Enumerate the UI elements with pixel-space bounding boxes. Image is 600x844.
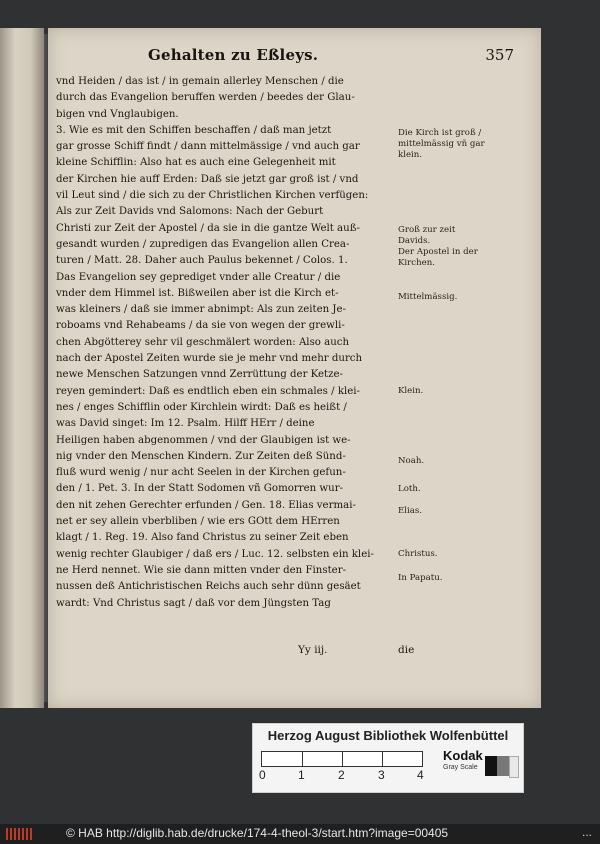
text-line: Heiligen haben abgenommen / vnd der Glaubigen ist we-	[56, 434, 351, 446]
page-header	[148, 46, 528, 72]
text-line: vnd Heiden / das ist / in gemain allerley Menschen / die	[56, 76, 344, 87]
catchword: die	[398, 644, 415, 656]
margin-note: Mittelmässig.	[398, 292, 458, 302]
scale-tick	[382, 752, 383, 766]
scale-bar	[261, 751, 423, 767]
margin-note: Der Apostel in der Kirchen.	[398, 247, 478, 268]
text-line: Als zur Zeit Davids vnd Salomons: Nach der Geburt	[56, 206, 324, 218]
scale-tick	[342, 752, 343, 766]
margin-note: Die Kirch ist groß / mittelmässig vñ gar klein.	[398, 128, 485, 160]
text-line: nussen deß Antichristischen Reichs auch sehr dünn gesäet	[56, 581, 361, 593]
text-line: was David singet: Im 12. Psalm. Hilff HErr / deine	[56, 418, 315, 430]
margin-note: In Papatu.	[398, 573, 443, 583]
text-line: 3. Wie es mit den Schiffen beschaffen / daß man jetzt	[56, 124, 332, 136]
text-line: durch das Evangelion beruffen werden / beedes der Glau-	[56, 92, 355, 104]
scale-number: 0	[259, 768, 266, 782]
text-line: chen Abgötterey sehr vil geschmälert worden: Also auch	[56, 336, 350, 348]
text-line: kleine Schifflin: Also hat es auch eine Gelegenheit mit	[56, 157, 336, 169]
text-line: gesandt wurden / zupredigen das Evangelion allen Crea-	[56, 238, 350, 250]
text-line: turen / Matt. 28. Daher auch Paulus bekennet / Colos. 1.	[56, 255, 348, 267]
text-line: was kleiners / daß sie immer abnimpt: Als zun zeiten Je-	[56, 304, 346, 316]
text-line: net er sey allein vberbliben / wie ers GOtt dem HErren	[56, 516, 340, 528]
text-line: Christi zur Zeit der Apostel / da sie in die gantze Welt auß-	[56, 222, 360, 234]
scale-number: 4	[417, 768, 424, 782]
scale-number: 3	[378, 768, 385, 782]
text-line: bigen vnd Vnglaubigen.	[56, 108, 179, 120]
previous-page-edge	[0, 28, 44, 708]
margin-note: Noah.	[398, 456, 425, 466]
text-line: nig vnder den Menschen Kindern. Zur Zeiten deß Sünd-	[56, 450, 346, 462]
text-line: vnder dem Himmel ist. Bißweilen aber ist die Kirch et-	[56, 287, 339, 299]
margin-note: Loth.	[398, 484, 421, 494]
text-line: der Kirchen hie auff Erden: Daß sie jetzt gar groß ist / vnd	[56, 173, 359, 185]
copyright-url[interactable]: © HAB http://diglib.hab.de/drucke/174-4-theol-3/start.htm?image=00405	[66, 826, 449, 840]
scale-tick	[302, 752, 303, 766]
scale-number: 1	[298, 768, 305, 782]
viewer-footer	[0, 824, 600, 844]
page-number: 357	[485, 46, 514, 64]
running-title: Gehalten zu Eßleys.	[148, 46, 319, 64]
gray-scale-label: Gray Scale	[443, 764, 478, 771]
text-line: wenig rechter Glaubiger / daß ers / Luc. 12. selbsten ein klei-	[56, 548, 374, 560]
text-line: reyen gemindert: Daß es endtlich eben ein schmales / klei-	[56, 385, 360, 397]
text-line: nach der Apostel Zeiten wurde sie je mehr vnd mehr durch	[56, 353, 363, 365]
gray-swatch	[485, 756, 497, 776]
kodak-logo: Kodak	[443, 748, 483, 763]
text-line: ne Herd nennet. Wie sie dann mitten vnder den Finster-	[56, 564, 347, 576]
margin-note: Klein.	[398, 386, 424, 396]
text-line: fluß wurd wenig / nur acht Seelen in der Kirchen gefun-	[56, 467, 346, 479]
text-line: den nit zehen Gerechter erfunden / Gen. 18. Elias vermai-	[56, 499, 356, 511]
hab-logo-icon	[6, 828, 32, 840]
scale-number: 2	[338, 768, 345, 782]
text-line: gar grosse Schiff findt / dann mittelmässige / vnd auch gar	[56, 141, 360, 153]
text-line: den / 1. Pet. 3. In der Statt Sodomen vñ Gomorren wur-	[56, 483, 344, 495]
margin-note: Groß zur zeit Davids.	[398, 225, 456, 246]
text-line: klagt / 1. Reg. 19. Also fand Christus zu seiner Zeit eben	[56, 532, 349, 544]
margin-note: Christus.	[398, 549, 438, 559]
text-line: nes / enges Schifflin oder Kirchlein wirdt: Daß es heißt /	[56, 401, 347, 413]
more-icon[interactable]: ...	[581, 825, 592, 839]
book-page	[48, 28, 541, 708]
page-footer	[48, 644, 528, 662]
measurement-scale	[261, 751, 436, 789]
text-line: vil Leut sind / die sich zu der Christlichen Kirchen verfügen:	[56, 190, 369, 202]
body-text	[56, 74, 398, 612]
text-line: newe Menschen Satzungen vnnd Zerrüttung der Ketze-	[56, 369, 343, 381]
library-name: Herzog August Bibliothek Wolfenbüttel	[267, 728, 509, 743]
gray-swatch	[509, 756, 519, 778]
text-line: wardt: Vnd Christus sagt / daß vor dem Jüngsten Tag	[56, 597, 331, 609]
gray-swatch	[497, 756, 509, 776]
margin-note: Elias.	[398, 506, 423, 516]
text-line: roboams vnd Rehabeams / da sie von wegen der grewli-	[56, 320, 345, 332]
library-label	[252, 723, 524, 793]
signature-mark: Yy iij.	[298, 644, 328, 656]
text-line: Das Evangelion sey geprediget vnder alle Creatur / die	[56, 271, 341, 283]
